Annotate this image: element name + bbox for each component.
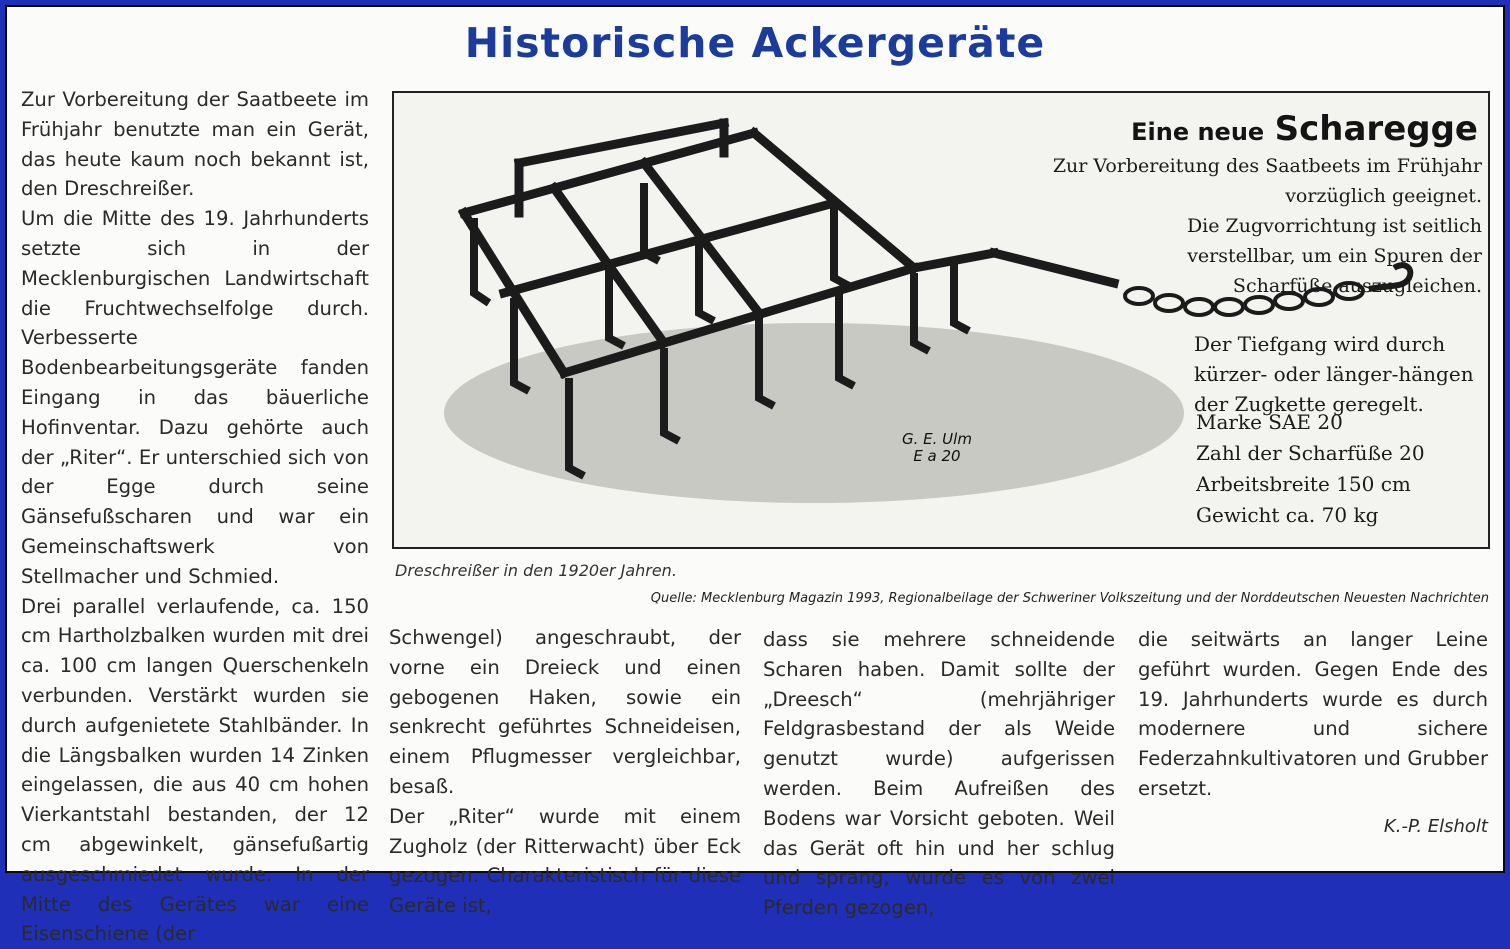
paragraph: Um die Mitte des 19. Jahrhunderts setzte sich in der Mecklenburgischen Landwirtschaft die Fruchtwechselfolge durch. Verbesserte Bodenbearbeitungsgeräte fanden Eingang in das bäuerliche Hofinventar. Dazu gehörte auch der „Riter“. Er unterschied sich von der Egge durch seine Gänsefußscharen und war ein Gemeinschaftswerk von Stellmacher und Schmied.: [21, 207, 369, 588]
author-name: K.-P. Elsholt: [1383, 815, 1488, 837]
paragraph: Drei parallel verlaufende, ca. 150 cm Hartholzbalken wurden mit drei ca. 100 cm langen Querschenkeln verbunden. Verstärkt wurden sie durch aufgenietete Stahlbänder. In die Längsbalken wurden 14 Zinken eingelassen, die aus 40 cm hohen Vierkantstahl bestanden, der 12 cm abgewinkelt, gänsefußartig ausgeschmiedet wurde. In der Mitte des Gerätes war eine Eisenschiene (der: [21, 594, 369, 946]
paragraph: dass sie mehrere schneidende Scharen haben. Damit sollte der „Dreesch“ (mehrjähriger Feldgrasbestand der als Weide genutzt wurde) aufgerissen werden. Beim Aufreißen des Bodens war Vorsicht geboten. Weil das Gerät oft hin und her schlug und sprang, wurde es von zwei Pferden gezogen,: [763, 628, 1115, 920]
spec-brand: Marke SAE 20: [1196, 410, 1343, 434]
spec-width: Arbeitsbreite 150 cm: [1196, 472, 1411, 496]
ad-intro-line2: Die Zugvorrichtung ist seitlich verstellbar, um ein Spuren der Scharfüße auszugleichen.: [1186, 215, 1482, 297]
text-column-2: [389, 623, 741, 921]
article-page: [5, 5, 1505, 946]
maker-mark: [902, 431, 972, 465]
ad-intro-line1: Zur Vorbereitung des Saatbeets im Frühjahr vorzüglich geeignet.: [1052, 155, 1482, 207]
spec-weight: Gewicht ca. 70 kg: [1196, 503, 1379, 527]
paragraph: Zur Vorbereitung der Saatbeete im Frühjahr benutzte man ein Gerät, das heute kaum noch bekannt ist, den Dreschreißer.: [21, 88, 369, 201]
ad-depth-note: Der Tiefgang wird durch kürzer- oder länger-hängen der Zugkette geregelt.: [1194, 332, 1474, 416]
maker-line-1: G. E. Ulm: [902, 430, 972, 448]
ad-headline: [1131, 109, 1478, 149]
text-column-1: [21, 85, 369, 949]
image-caption: Dreschreißer in den 1920er Jahren.: [395, 561, 677, 580]
ad-headline-main: Scharegge: [1274, 109, 1478, 149]
spec-count: Zahl der Scharfüße 20: [1196, 441, 1425, 465]
ad-intro: [982, 151, 1482, 301]
text-column-3: [763, 625, 1115, 923]
source-note: Quelle: Mecklenburg Magazin 1993, Regionalbeilage der Schweriner Volkszeitung und der Norddeutschen Neuesten Nachrichten: [650, 591, 1489, 606]
article-title: Historische Ackergeräte: [464, 19, 1046, 67]
maker-line-2: E a 20: [913, 447, 961, 465]
ad-headline-pre: Eine neue: [1131, 118, 1265, 146]
ad-specs: [1196, 407, 1425, 531]
advertisement-illustration: [392, 91, 1490, 549]
paragraph: die seitwärts an langer Leine geführt wurden. Gegen Ende des 19. Jahrhunderts wurde es durch modernere und sichere Federzahnkultivatoren und Grubber ersetzt.: [1138, 628, 1488, 800]
paragraph: Der „Riter“ wurde mit einem Zugholz (der Ritterwacht) über Eck gezogen. Charakteristisch für diese Geräte ist,: [389, 804, 741, 918]
text-column-4: [1138, 625, 1488, 842]
paragraph: Schwengel) angeschraubt, der vorne ein Dreieck und einen gebogenen Haken, sowie ein senkrecht geführtes Schneideisen, einem Pflugmesser vergleichbar, besaß.: [389, 626, 741, 798]
